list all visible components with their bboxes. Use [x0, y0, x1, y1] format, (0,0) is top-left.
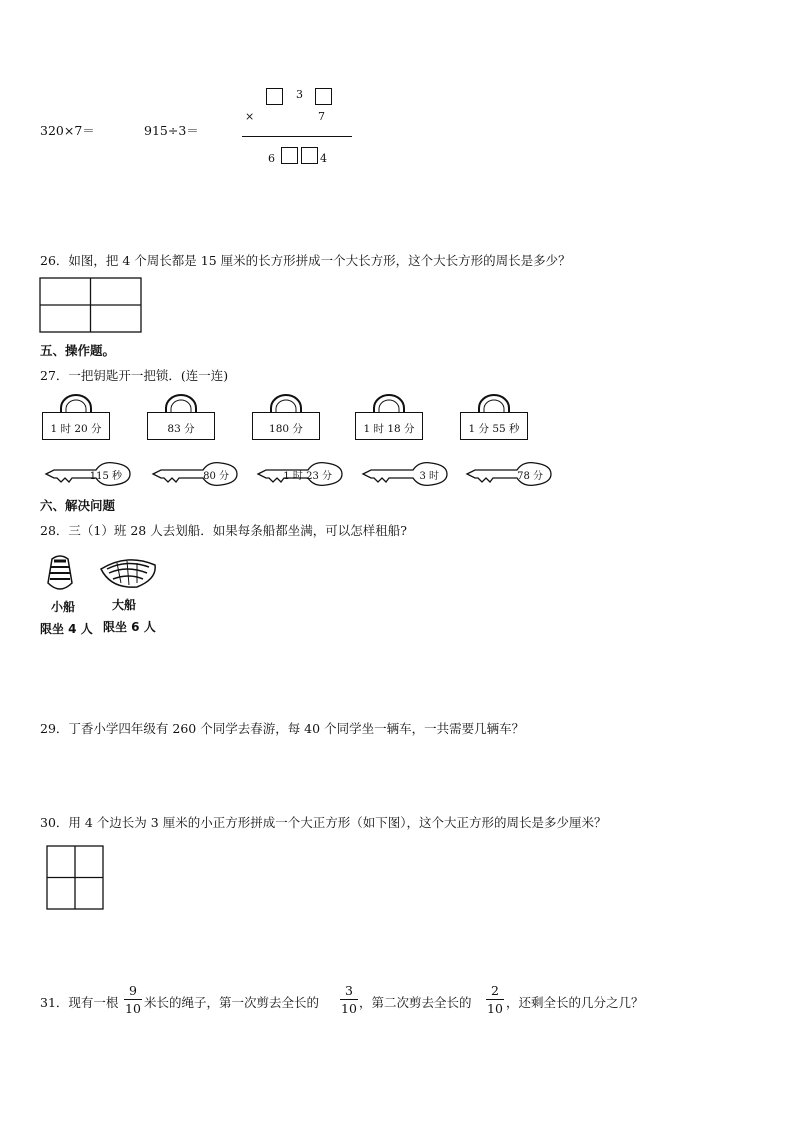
big-boat-icon — [97, 555, 159, 591]
result-line — [242, 136, 352, 137]
lock-shackle-icon — [475, 394, 513, 414]
key-1[interactable] — [44, 458, 132, 490]
lock-5[interactable] — [460, 394, 528, 442]
expression-divide: 915÷3＝ — [144, 123, 199, 138]
key-label: 78 分 — [517, 471, 543, 482]
fraction-numerator: 9 — [129, 983, 137, 998]
question-31-part1: 31．现有一根 — [40, 995, 119, 1010]
key-4[interactable] — [361, 458, 449, 490]
lock-shackle-icon — [370, 394, 408, 414]
small-boat-icon — [44, 553, 76, 597]
fraction-denominator: 10 — [125, 1001, 141, 1016]
result-digit-right: 4 — [320, 152, 327, 165]
question-27: 27．一把钥匙开一把锁．(连一连) — [40, 368, 229, 383]
lock-label: 83 分 — [167, 423, 195, 435]
fraction-bar — [486, 999, 504, 1000]
fraction-numerator: 2 — [491, 983, 499, 998]
small-boat-limit: 限坐 4 人 — [40, 622, 93, 636]
question-26: 26．如图，把 4 个周长都是 15 厘米的长方形拼成一个大长方形，这个大长方形的周长是多少？ — [40, 253, 571, 268]
big-boat-name: 大船 — [112, 598, 137, 612]
times-sign: × — [245, 110, 255, 123]
key-3[interactable] — [256, 458, 344, 490]
lock-label: 1 分 55 秒 — [468, 423, 520, 435]
fraction-bar — [340, 999, 358, 1000]
lock-shackle-icon — [162, 394, 200, 414]
fraction-numerator: 3 — [345, 983, 353, 998]
small-boat-name: 小船 — [51, 600, 76, 614]
blank-box[interactable] — [281, 147, 298, 164]
blank-box[interactable] — [266, 88, 283, 105]
lock-body — [42, 412, 110, 440]
big-boat-limit: 限坐 6 人 — [103, 620, 156, 634]
fraction-nine-tenths — [124, 983, 142, 1016]
lock-shackle-icon — [57, 394, 95, 414]
question-31-part3: ，第二次剪去全长的 — [359, 995, 472, 1010]
section-title: 六、解决问题 — [40, 498, 116, 513]
multiplier-digit: 7 — [318, 110, 325, 123]
question-30: 30．用 4 个边长为 3 厘米的小正方形拼成一个大正方形（如下图），这个大正方形的周长是多少厘米？ — [40, 815, 607, 830]
squares-figure — [46, 845, 105, 911]
digit-top: 3 — [296, 88, 303, 101]
key-label: 3 时 — [419, 471, 439, 482]
blank-box[interactable] — [315, 88, 332, 105]
section-title: 五、操作题。 — [40, 343, 116, 358]
rectangles-figure — [39, 277, 143, 334]
key-5[interactable] — [465, 458, 553, 490]
key-label: 80 分 — [203, 471, 229, 482]
lock-body — [252, 412, 320, 440]
key-label: 1 时 23 分 — [283, 471, 332, 482]
fraction-denominator: 10 — [487, 1001, 503, 1016]
lock-label: 1 时 20 分 — [50, 423, 102, 435]
key-2[interactable] — [151, 458, 239, 490]
lock-body — [355, 412, 423, 440]
lock-label: 1 时 18 分 — [363, 423, 415, 435]
key-label: 115 秒 — [89, 471, 122, 482]
question-31-part4: ，还剩全长的几分之几？ — [506, 995, 644, 1010]
fraction-denominator: 10 — [341, 1001, 357, 1016]
lock-shackle-icon — [267, 394, 305, 414]
blank-box[interactable] — [301, 147, 318, 164]
lock-body — [460, 412, 528, 440]
lock-3[interactable] — [252, 394, 320, 442]
expression-multiply: 320×7＝ — [40, 123, 95, 138]
lock-4[interactable] — [355, 394, 423, 442]
lock-body — [147, 412, 215, 440]
fraction-three-tenths — [340, 983, 358, 1016]
question-28: 28．三（1）班 28 人去划船．如果每条船都坐满，可以怎样租船? — [40, 523, 407, 538]
vertical-multiplication — [240, 86, 355, 168]
lock-2[interactable] — [147, 394, 215, 442]
fraction-two-tenths — [486, 983, 504, 1016]
lock-label: 180 分 — [269, 423, 303, 435]
question-31-part2: 米长的绳子，第一次剪去全长的 — [144, 995, 320, 1010]
result-digit-left: 6 — [268, 152, 275, 165]
question-29: 29．丁香小学四年级有 260 个同学去春游，每 40 个同学坐一辆车，一共需要几辆车？ — [40, 721, 525, 736]
fraction-bar — [124, 999, 142, 1000]
lock-1[interactable] — [42, 394, 110, 442]
